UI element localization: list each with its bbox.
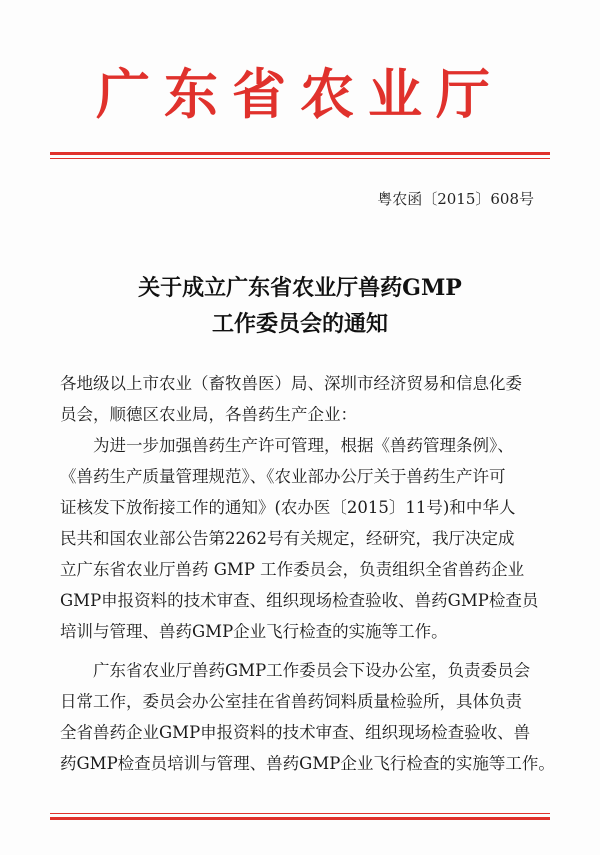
paragraph-2-line: 日常工作，委员会办公室挂在省兽药饲料质量检验所，具体负责 [60, 692, 522, 711]
paragraph-spacer [60, 647, 548, 655]
paragraph-2-line: 药GMP检查员培训与管理、兽药GMP企业飞行检查的实施等工作。 [60, 754, 555, 773]
paragraph-1-line: 立广东省农业厅兽药 GMP 工作委员会，负责组织全省兽药企业 [60, 560, 525, 579]
footer-red-rule-thick [50, 817, 550, 820]
salutation-line: 员会，顺德区农业局，各兽药生产企业： [60, 405, 357, 424]
paragraph-2-line: 全省兽药企业GMP申报资料的技术审查、组织现场检查验收、兽 [60, 723, 531, 742]
footer-red-rule-thin [50, 813, 550, 814]
paragraph-1-line: 民共和国农业部公告第2262号有关规定，经研究，我厅决定成 [60, 529, 515, 548]
title-line-2: 工作委员会的通知 [211, 311, 388, 337]
masthead-red-rule-thin [50, 158, 550, 159]
title-line-1: 关于成立广东省农业厅兽药GMP [138, 275, 462, 301]
paragraph-1-line: 《兽药生产质量管理规范》、《农业部办公厅关于兽药生产许可 [60, 467, 506, 486]
paragraph-1-line: 证核发下放衔接工作的通知》(农办医〔2015〕11号)和中华人 [60, 498, 516, 517]
masthead-red-rule-thick [50, 152, 550, 155]
document-body [60, 368, 555, 779]
agency-masthead: 广东省农业厅 [96, 62, 504, 126]
paragraph-1-line: 为进一步加强兽药生产许可管理，根据《兽药管理条例》、 [93, 436, 514, 455]
document-number: 粤农函〔2015〕608号 [377, 190, 534, 208]
paragraph-2-line: 广东省农业厅兽药GMP工作委员会下设办公室，负责委员会 [93, 661, 531, 680]
paragraph-1-line: GMP申报资料的技术审查、组织现场检查验收、兽药GMP检查员 [60, 591, 539, 610]
paragraph-1-line: 培训与管理、兽药GMP企业飞行检查的实施等工作。 [60, 622, 448, 641]
document-title [60, 270, 540, 342]
salutation-line: 各地级以上市农业（畜牧兽医）局、深圳市经济贸易和信息化委 [60, 374, 522, 393]
